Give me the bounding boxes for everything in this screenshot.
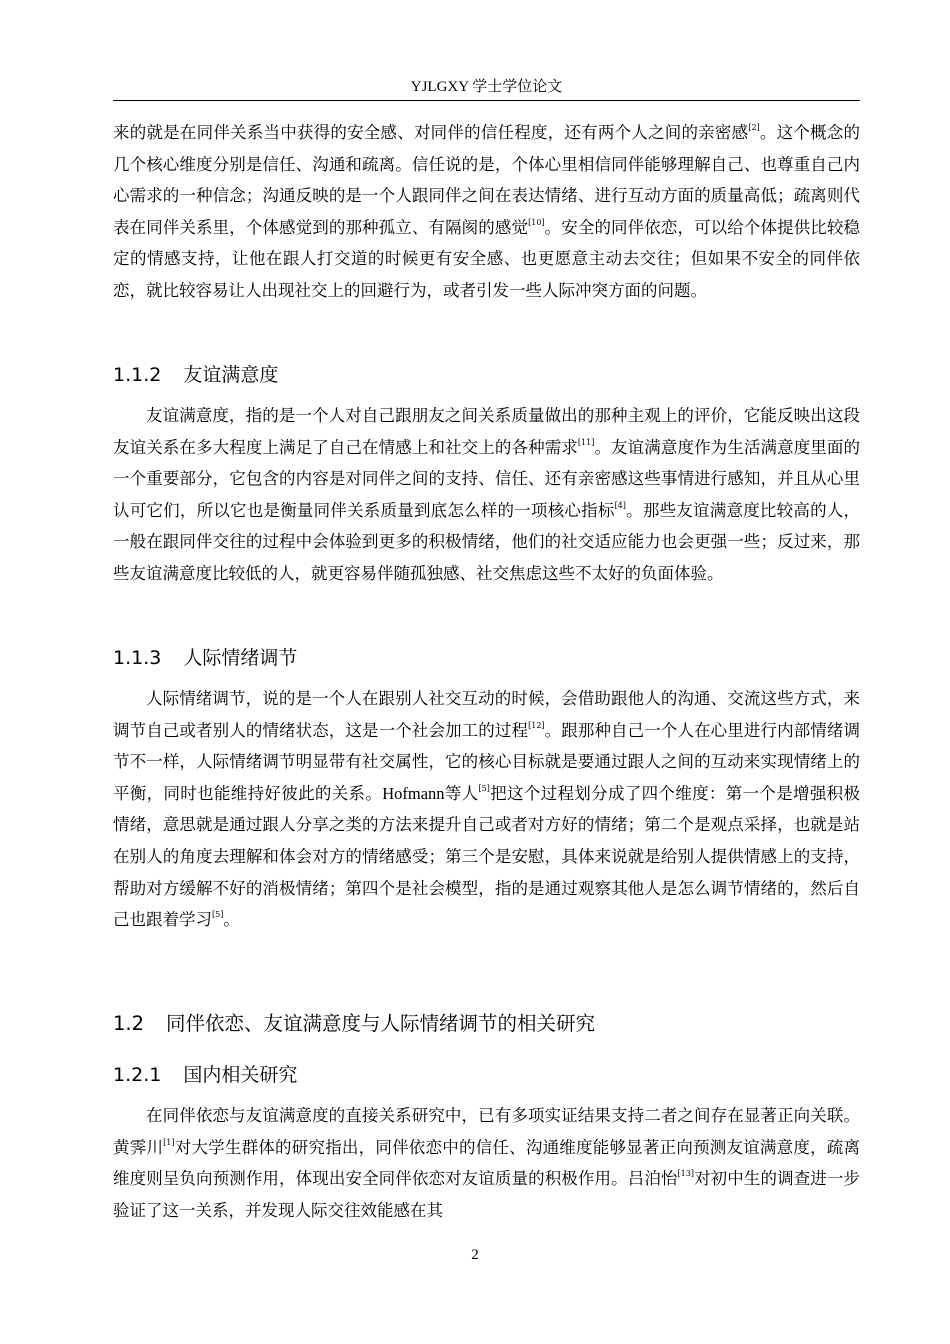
paragraph-friendship-satisfaction	[113, 400, 860, 590]
section-number: 1.2	[113, 1012, 145, 1035]
body-text: 等人	[444, 783, 479, 803]
section-title: 人际情绪调节	[183, 647, 298, 669]
citation: [10]	[528, 217, 545, 227]
citation: [5]	[212, 910, 224, 920]
body-text: 来的就是在同伴关系当中获得的安全感、对同伴的信任程度，还有两个人之间的亲密感	[113, 123, 749, 142]
body-text: 友谊满意度，指的是一个人对自己跟朋友之间关系质量做出的那种主观上的评价，它能反映出这段友谊关系在多大程度上满足了自己在情感上和社交上的各种需求	[113, 406, 860, 457]
page-number: 2	[471, 1247, 479, 1263]
section-number: 1.1.2	[113, 364, 162, 386]
citation: [12]	[528, 720, 545, 730]
body-text: 。这个概念的几个核心维度分别是信任、沟通和疏离。信任说的是，个体心里相信同伴能够理解自己、也尊重自己内心需求的一种信念；沟通反映的是一个人跟同伴之间在表达情绪、进行互动方面的质量高低；疏离则代表在同伴关系里，个体感觉到的那种孤立、有隔阂的感觉	[113, 123, 861, 237]
paragraph-peer-attachment-definition	[113, 117, 860, 307]
citation: [1]	[163, 1137, 175, 1147]
paragraph-domestic-research	[113, 1100, 860, 1226]
body-text: 。友谊满意度作为生活满意度里面的一个重要部分，它包含的内容是对同伴之间的支持、信任、还有亲密感这些事情进行感知，并且从心里认可它们，所以它也是衡量同伴关系质量到底怎么样的一项核心指标	[113, 437, 861, 520]
section-heading-1-1-3	[113, 646, 297, 670]
citation: [2]	[748, 123, 760, 132]
body-text: 在同伴依恋与友谊满意度的直接关系研究中，已有多项实证结果支持二者之间存在显著正向关联。黄霁川	[113, 1106, 860, 1157]
section-heading-1-2	[113, 1012, 595, 1036]
running-header: YJLGXY 学士学位论文	[410, 79, 563, 95]
body-text: 对大学生群体的研究指出，同伴依恋中的信任、沟通维度能够显著正向预测友谊满意度，疏离维度则呈负向预测作用，体现出安全同伴依恋对友谊质量的积极作用。吕泊怡	[113, 1137, 861, 1189]
citation: [11]	[577, 437, 595, 447]
body-text: 对初中生的调查进一步验证了这一关系，并发现人际交往效能感在其	[113, 1169, 861, 1220]
body-text: 人际情绪调节，说的是一个人在跟别人社交互动的时候，会借助跟他人的沟通、交流这些方式，来调节自己或者别人的情绪状态，这是一个社会加工的过程	[113, 689, 860, 740]
section-title: 同伴依恋、友谊满意度与人际情绪调节的相关研究	[166, 1012, 596, 1035]
citation: [5]	[478, 783, 490, 793]
body-text: 。安全的同伴依恋，可以给个体提供比较稳定的情感支持，让他在跟人打交道的时候更有安全感、也更愿意主动去交往；但如果不安全的同伴依恋，就比较容易让人出现社交上的回避行为，或者引发一些人际冲突方面的问题。	[113, 217, 861, 300]
section-heading-1-2-1	[113, 1063, 297, 1087]
section-heading-1-1-2	[113, 363, 278, 387]
paragraph-interpersonal-emotion-regulation	[113, 683, 860, 936]
section-title: 友谊满意度	[183, 364, 279, 386]
body-text: 。那些友谊满意度比较高的人，一般在跟同伴交往的过程中会体验到更多的积极情绪，他们的社交适应能力也会更强一些；反过来，那些友谊满意度比较低的人，就更容易伴随孤独感、社交焦虑这些不太好的负面体验。	[113, 500, 861, 583]
section-title: 国内相关研究	[183, 1064, 298, 1086]
body-text: 。跟那种自己一个人在心里进行内部情绪调节不一样，人际情绪调节明显带有社交属性，它的核心目标就是要通过跟人之间的互动来实现情绪上的平衡，同时也能维持好彼此的关系。	[113, 720, 861, 803]
body-text: 。	[223, 910, 240, 930]
citation: [13]	[677, 1169, 694, 1179]
citation: [4]	[614, 500, 626, 510]
header-rule	[113, 100, 860, 101]
section-number: 1.2.1	[113, 1064, 162, 1086]
author-name: Hofmann	[382, 783, 445, 803]
section-number: 1.1.3	[113, 647, 162, 669]
body-text: 把这个过程划分成了四个维度：第一个是增强积极情绪，意思就是通过跟人分享之类的方法来提升自己或者对方好的情绪；第二个是观点采择，也就是站在别人的角度去理解和体会对方的情绪感受；第三个是安慰，具体来说就是给别人提供情感上的支持，帮助对方缓解不好的消极情绪；第四个是社会模型，指的是通过观察其他人是怎么调节情绪的，然后自己也跟着学习	[113, 783, 861, 930]
